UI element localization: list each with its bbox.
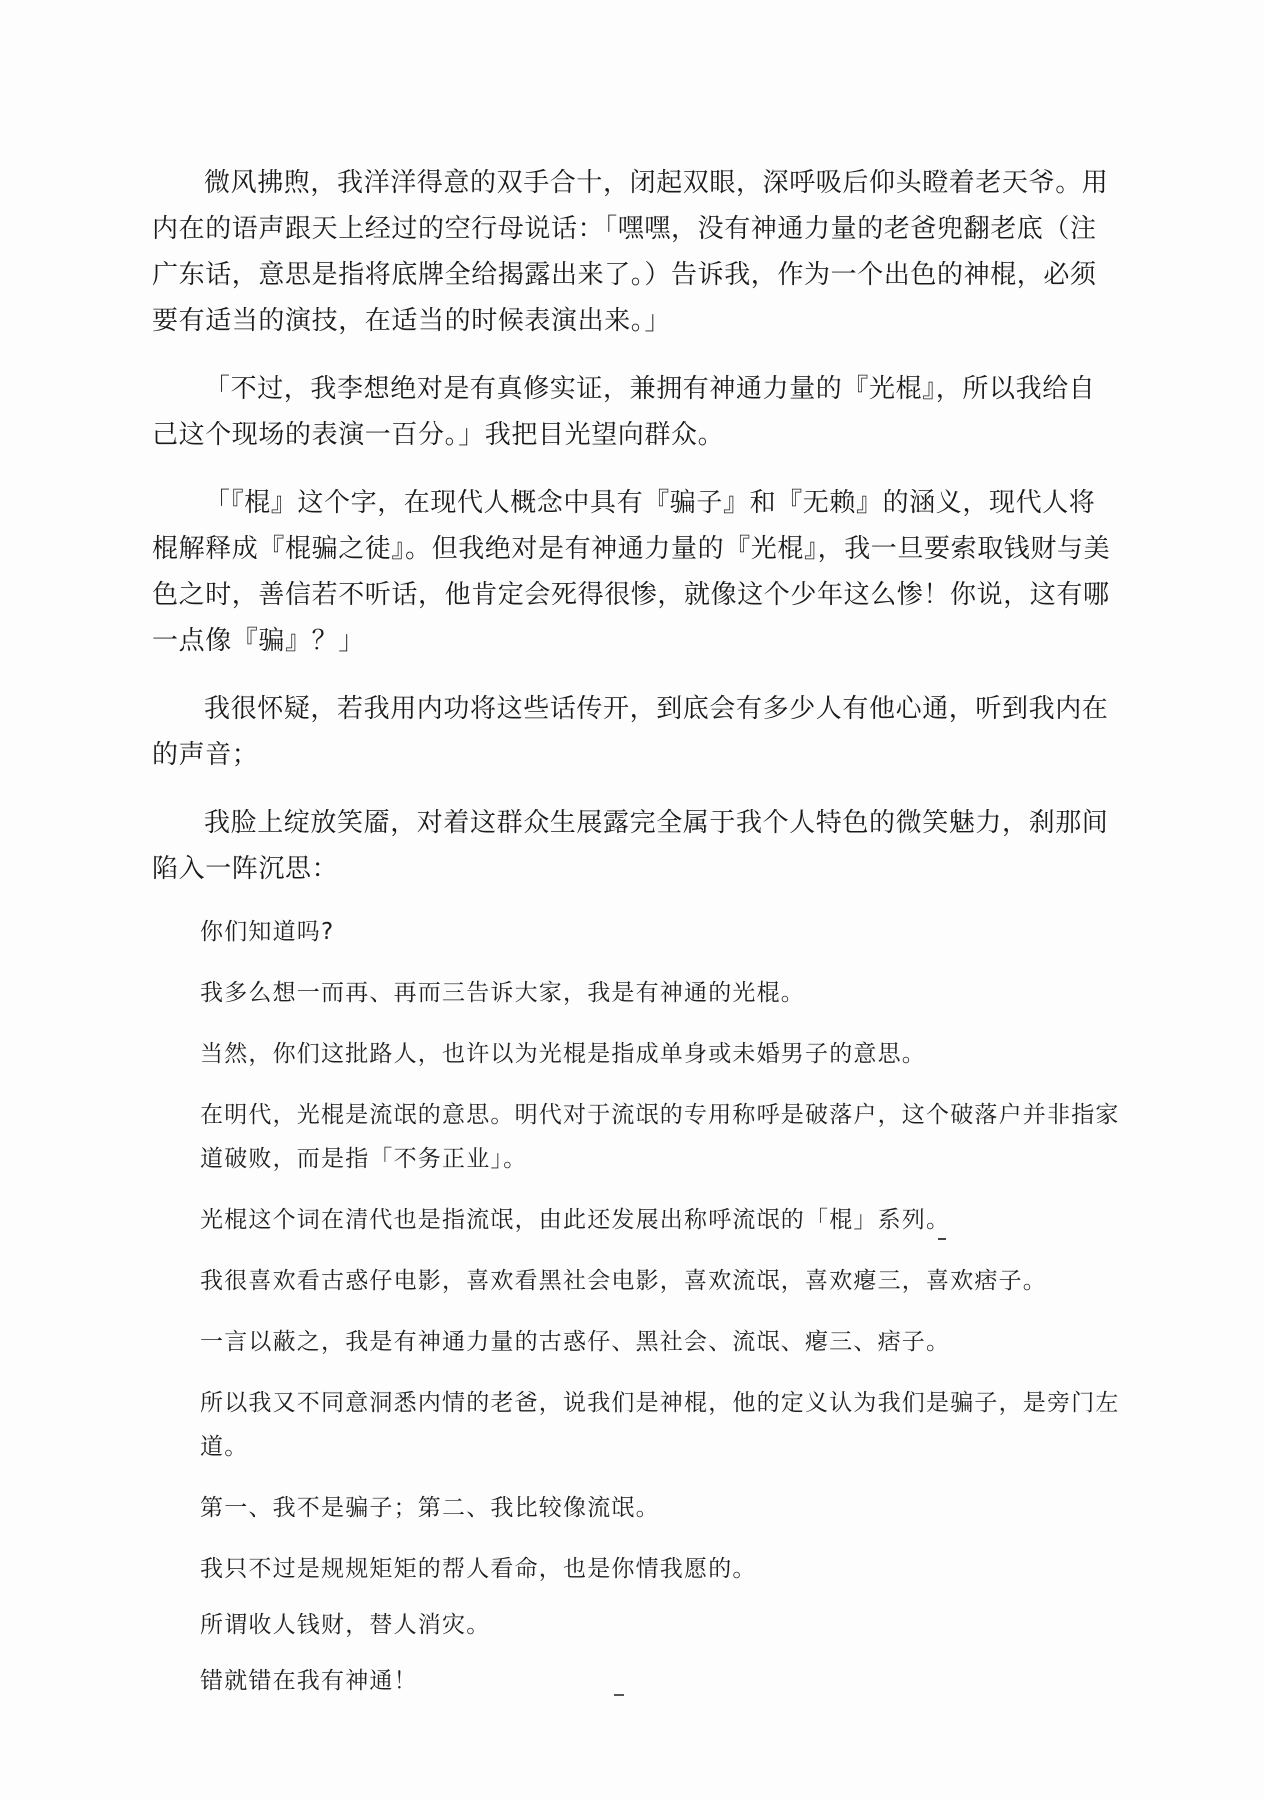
monologue-line: 我多么想一而再、再而三告诉大家，我是有神通的光棍。 xyxy=(200,980,805,1006)
narrative-paragraph: 「不过，我李想绝对是有真修实证，兼拥有神通力量的『光棍』，所以我给自己这个现场的表演一百分。」我把目光望向群众。 xyxy=(152,374,1096,450)
monologue-line: 我只不过是规规矩矩的帮人看命，也是你情我愿的。 xyxy=(200,1556,757,1582)
page-number-mark xyxy=(614,1694,624,1696)
narrative-paragraph: 微风拂煦，我洋洋得意的双手合十，闭起双眼，深呼吸后仰头瞪着老天爷。用内在的语声跟天上经过的空行母说话：「嘿嘿，没有神通力量的老爸兜翻老底（注广东话，意思是指将底牌全给揭露出来了。）告诉我，作为一个出色的神棍，必须要有适当的演技，在适当的时候表演出来。」 xyxy=(152,168,1109,336)
narrative-paragraph: 「『棍』这个字，在现代人概念中具有『骗子』和『无赖』的涵义，现代人将棍解释成『棍骗之徒』。但我绝对是有神通力量的『光棍』，我一旦要索取钱财与美色之时，善信若不听话，他肯定会死得很惨，就像这个少年这么惨！你说，这有哪一点像『骗』？」 xyxy=(152,488,1111,656)
monologue-line: 当然，你们这批路人，也许以为光棍是指成单身或未婚男子的意思。 xyxy=(200,1041,926,1067)
monologue-line: 所谓收人钱财，替人消灾。 xyxy=(200,1612,491,1638)
narrative-section xyxy=(152,160,1112,914)
monologue-line: 我很喜欢看古惑仔电影，喜欢看黑社会电影，喜欢流氓，喜欢瘪三，喜欢痞子。 xyxy=(200,1268,1047,1294)
monologue-line: 你们知道吗? xyxy=(200,919,335,945)
monologue-line: 在明代，光棍是流氓的意思。明代对于流氓的专用称呼是破落户，这个破落户并非指家道破败，而是指「不务正业」。 xyxy=(200,1102,1120,1172)
narrative-paragraph: 我很怀疑，若我用内功将这些话传开，到底会有多少人有他心通，听到我内在的声音； xyxy=(152,694,1109,770)
monologue-line: 错就错在我有神通！ xyxy=(200,1668,418,1694)
monologue-line: 第一、我不是骗子；第二、我比较像流氓。 xyxy=(200,1495,660,1521)
narrative-paragraph: 我脸上绽放笑靥，对着这群众生展露完全属于我个人特色的微笑魅力，刹那间陷入一阵沉思： xyxy=(152,808,1109,884)
monologue-line: 一言以蔽之，我是有神通力量的古惑仔、黑社会、流氓、瘪三、痞子。 xyxy=(200,1329,951,1355)
monologue-section xyxy=(200,910,1120,1715)
monologue-line: 光棍这个词在清代也是指流氓，由此还发展出称呼流氓的「棍」系列。 xyxy=(200,1207,951,1233)
scan-speck xyxy=(938,1238,946,1240)
monologue-line: 所以我又不同意洞悉内情的老爸，说我们是神棍，他的定义认为我们是骗子，是旁门左道。 xyxy=(200,1390,1120,1460)
